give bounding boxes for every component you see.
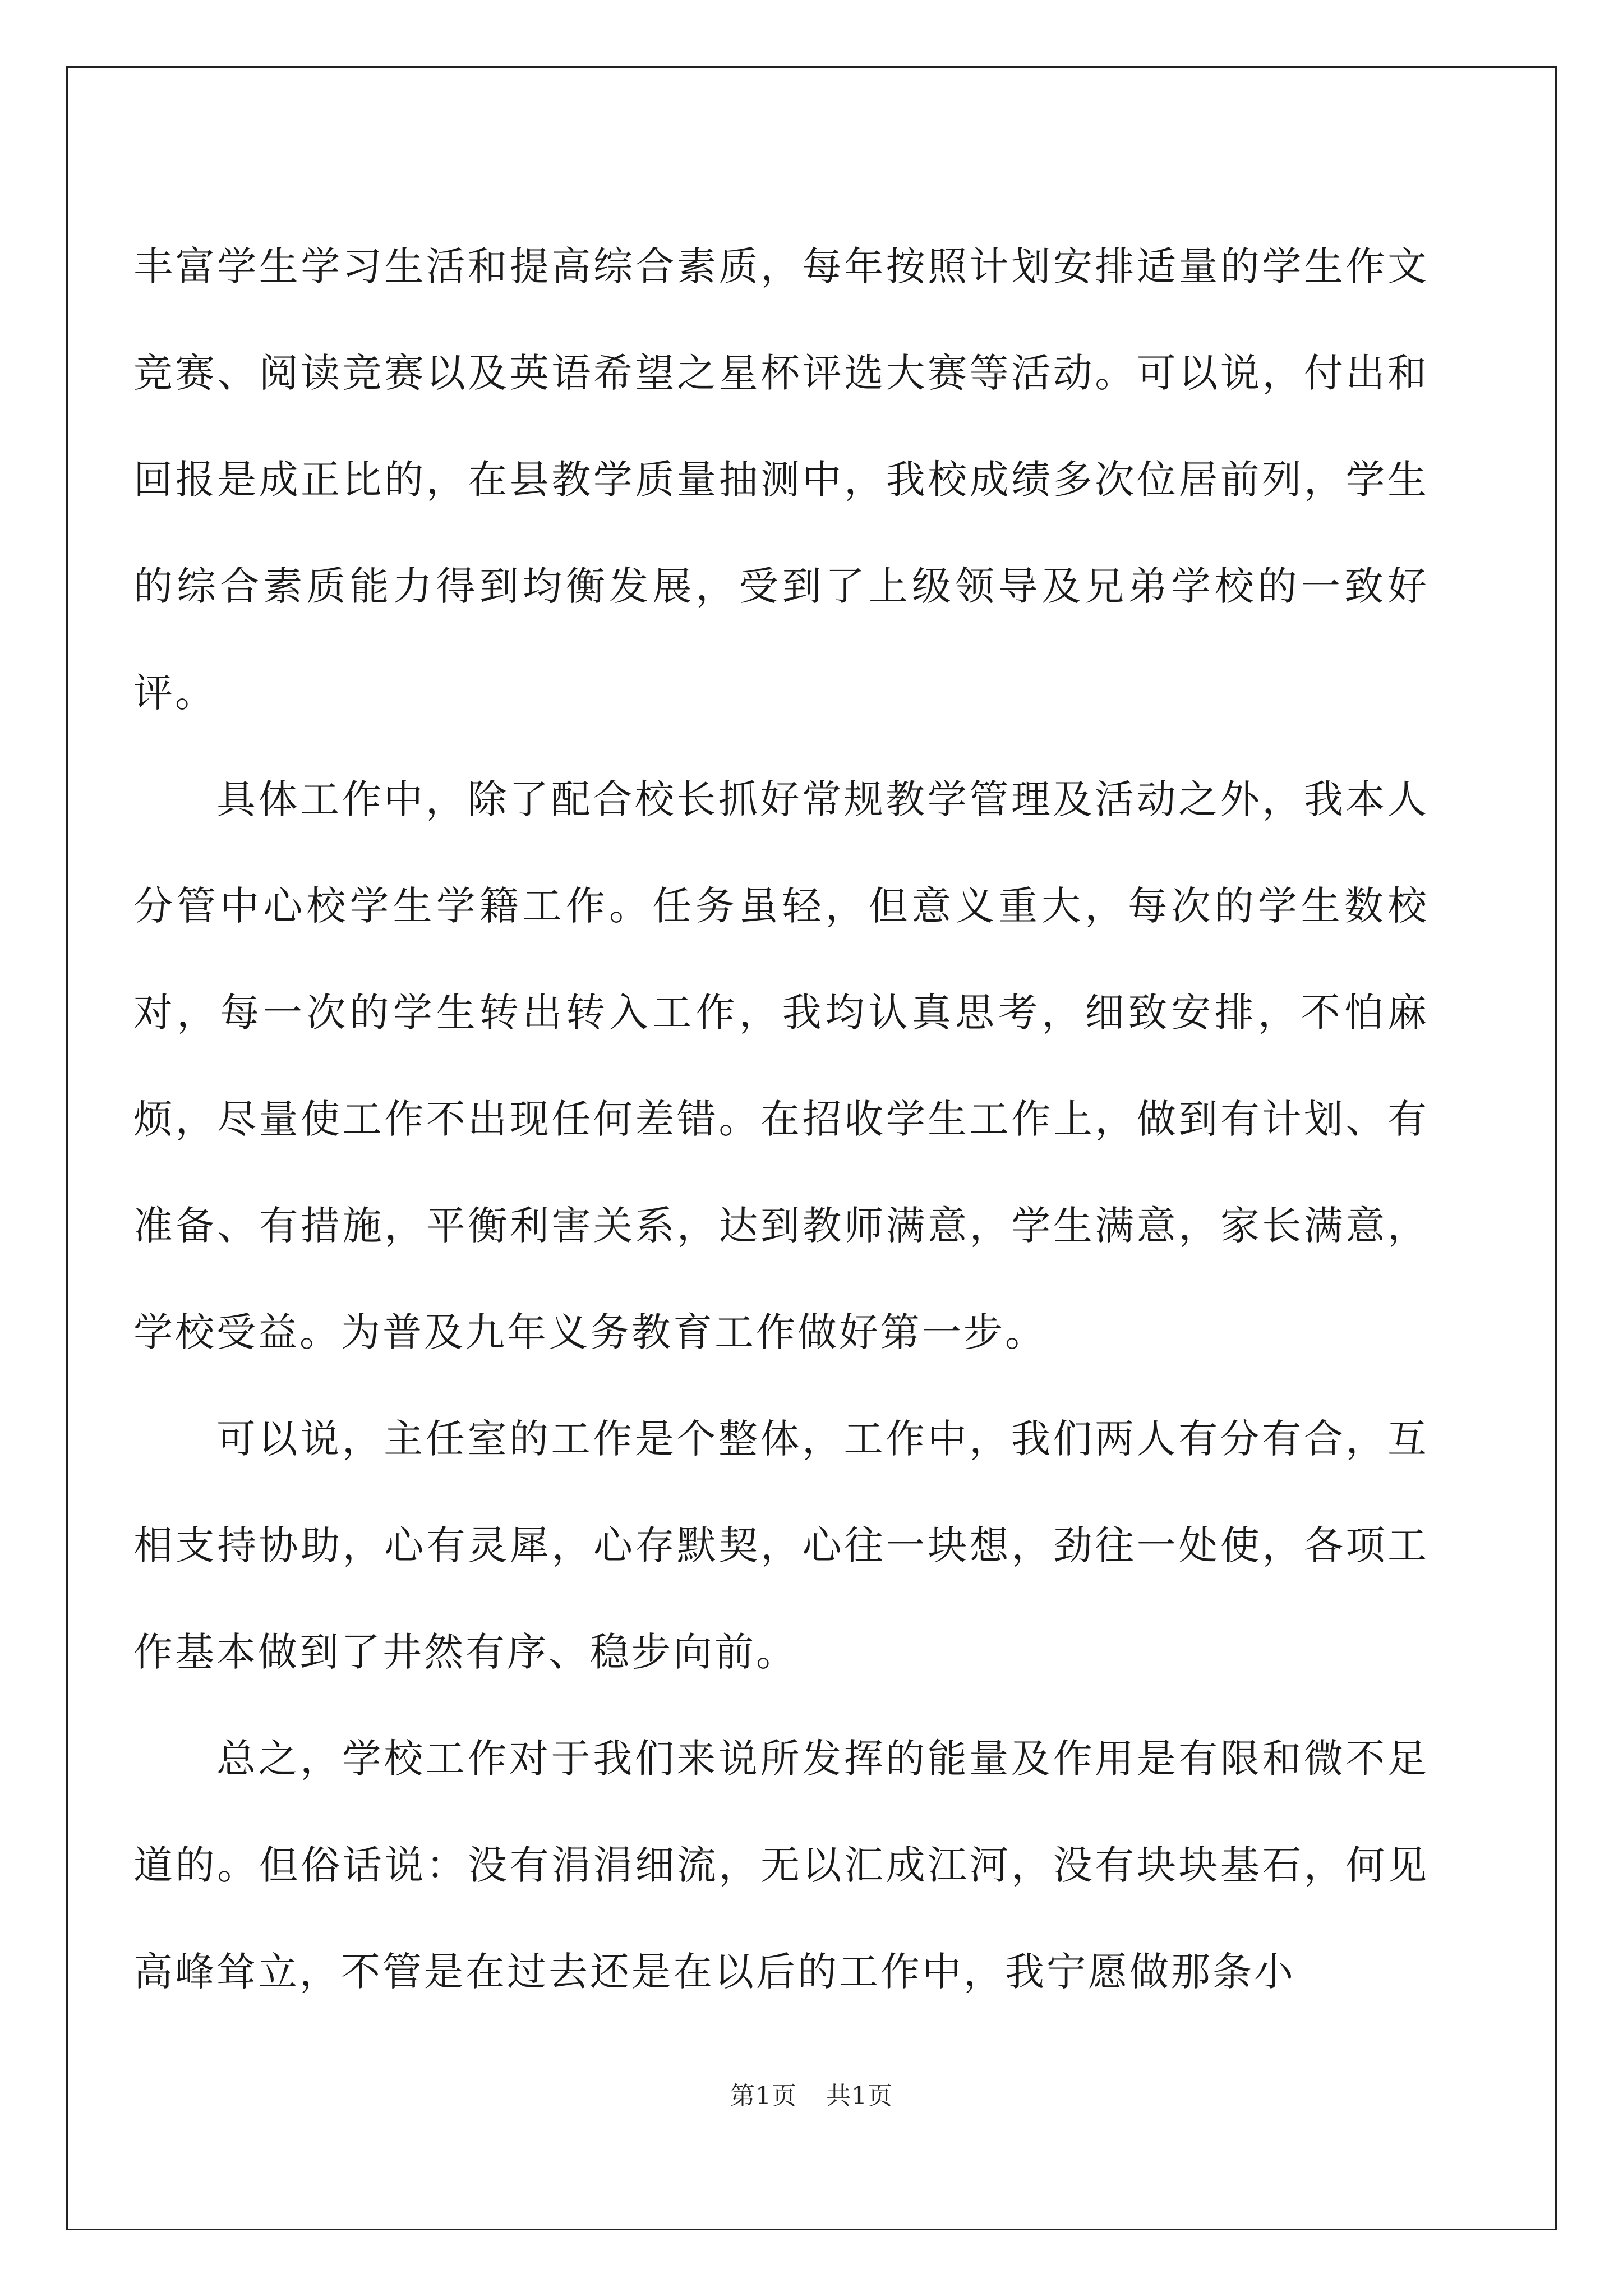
page-footer [0, 2076, 1623, 2111]
paragraph-2: 具体工作中，除了配合校长抓好常规教学管理及活动之外，我本人分管中心校学生学籍工作。任务虽轻，但意义重大，每次的学生数校对，每一次的学生转出转入工作，我均认真思考，细致安排，不怕麻烦，尽量使工作不出现任何差错。在招收学生工作上，做到有计划、有准备、有措施，平衡利害关系，达到教师满意，学生满意，家长满意，学校受益。为普及九年义务教育工作做好第一步。 [133, 776, 1429, 1355]
document-body [133, 213, 1429, 2025]
paragraph-3: 可以说，主任室的工作是个整体，工作中，我们两人有分有合，互相支持协助，心有灵犀，心存默契，心往一块想，劲往一处使，各项工作基本做到了井然有序、稳步向前。 [133, 1416, 1429, 1675]
page-number: 第1页 [730, 2082, 797, 2110]
page-total: 共1页 [826, 2082, 893, 2110]
paragraph-4: 总之，学校工作对于我们来说所发挥的能量及作用是有限和微不足道的。但俗话说：没有涓涓细流，无以汇成江河，没有块块基石，何见高峰耸立，不管是在过去还是在以后的工作中，我宁愿做那条小 [133, 1736, 1429, 1995]
paragraph-1: 丰富学生学习生活和提高综合素质，每年按照计划安排适量的学生作文竞赛、阅读竞赛以及英语希望之星杯评选大赛等活动。可以说，付出和回报是成正比的，在县教学质量抽测中，我校成绩多次位居前列，学生的综合素质能力得到均衡发展，受到了上级领导及兄弟学校的一致好评。 [133, 243, 1429, 716]
